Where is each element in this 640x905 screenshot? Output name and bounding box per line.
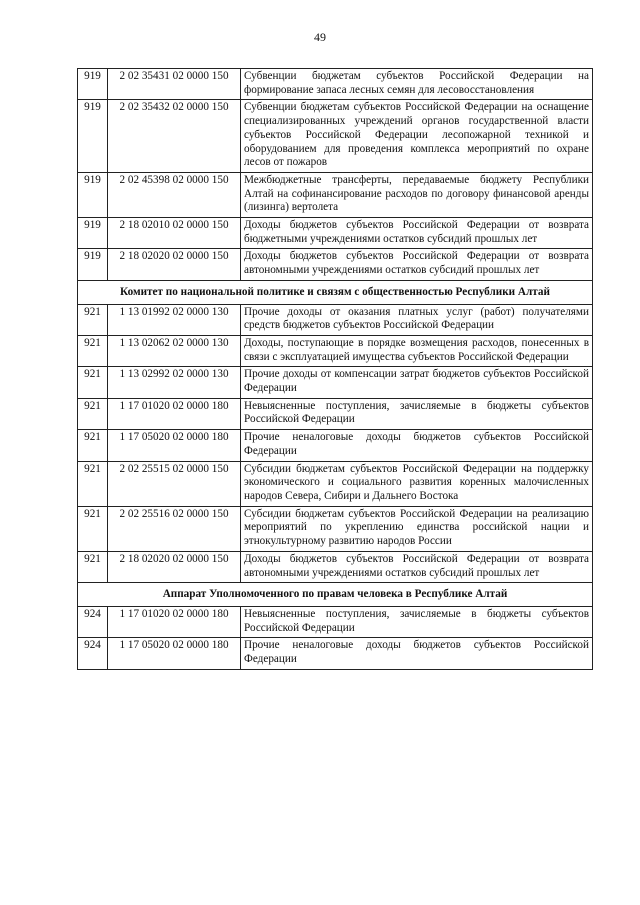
kbk-code-cell: 1 17 05020 02 0000 180 — [108, 638, 241, 669]
table-row — [78, 69, 593, 100]
kbk-code-cell: 1 13 02062 02 0000 130 — [108, 335, 241, 366]
revenue-name-cell: Невыясненные поступления, зачисляемые в бюджеты субъектов Российской Федерации — [241, 398, 593, 429]
kbk-code-cell: 1 17 05020 02 0000 180 — [108, 430, 241, 461]
section-header-row — [78, 280, 593, 304]
kbk-code-cell: 2 02 45398 02 0000 150 — [108, 172, 241, 217]
admin-code-cell: 919 — [78, 69, 108, 100]
revenue-name-cell: Субсидии бюджетам субъектов Российской Федерации на поддержку экономического и социального развития коренных малочисленных народов Севера, Сибири и Дальнего Востока — [241, 461, 593, 506]
kbk-code-cell: 2 02 35431 02 0000 150 — [108, 69, 241, 100]
kbk-code-cell: 2 02 25515 02 0000 150 — [108, 461, 241, 506]
table-row — [78, 367, 593, 398]
table-row — [78, 551, 593, 582]
revenue-name-cell: Прочие неналоговые доходы бюджетов субъектов Российской Федерации — [241, 430, 593, 461]
kbk-code-cell: 2 18 02020 02 0000 150 — [108, 551, 241, 582]
table-row — [78, 606, 593, 637]
table-row — [78, 335, 593, 366]
revenue-name-cell: Невыясненные поступления, зачисляемые в бюджеты субъектов Российской Федерации — [241, 606, 593, 637]
revenue-name-cell: Субвенции бюджетам субъектов Российской Федерации на оснащение специализированных учреждений органов государственной власти субъектов Российской Федерации лесопожарной техникой и оборудованием для проведения комплекса мероприятий по охране лесов от пожаров — [241, 100, 593, 173]
admin-code-cell: 921 — [78, 506, 108, 551]
kbk-code-cell: 2 18 02010 02 0000 150 — [108, 218, 241, 249]
table-row — [78, 249, 593, 280]
table-row — [78, 638, 593, 669]
table-row — [78, 461, 593, 506]
revenue-name-cell: Межбюджетные трансферты, передаваемые бюджету Республики Алтай на софинансирование расходов по договору финансовой аренды (лизинга) вертолета — [241, 172, 593, 217]
admin-code-cell: 924 — [78, 638, 108, 669]
admin-code-cell: 921 — [78, 367, 108, 398]
admin-code-cell: 924 — [78, 606, 108, 637]
table-row — [78, 430, 593, 461]
revenue-classification-table — [77, 68, 593, 670]
page-number: 49 — [314, 30, 326, 44]
table-row — [78, 100, 593, 173]
revenue-name-cell: Доходы бюджетов субъектов Российской Федерации от возврата автономными учреждениями остатков субсидий прошлых лет — [241, 249, 593, 280]
table-row — [78, 172, 593, 217]
table-body — [78, 69, 593, 670]
section-title: Аппарат Уполномоченного по правам человека в Республике Алтай — [78, 583, 593, 607]
table-row — [78, 398, 593, 429]
kbk-code-cell: 2 18 02020 02 0000 150 — [108, 249, 241, 280]
table-row — [78, 304, 593, 335]
admin-code-cell: 919 — [78, 100, 108, 173]
kbk-code-cell: 1 17 01020 02 0000 180 — [108, 398, 241, 429]
section-header-row — [78, 583, 593, 607]
admin-code-cell: 919 — [78, 218, 108, 249]
admin-code-cell: 921 — [78, 551, 108, 582]
admin-code-cell: 921 — [78, 430, 108, 461]
revenue-name-cell: Прочие доходы от оказания платных услуг (работ) получателями средств бюджетов субъектов Российской Федерации — [241, 304, 593, 335]
revenue-name-cell: Субсидии бюджетам субъектов Российской Федерации на реализацию мероприятий по укреплению единства российской нации и этнокультурному развитию народов России — [241, 506, 593, 551]
admin-code-cell: 921 — [78, 304, 108, 335]
admin-code-cell: 919 — [78, 172, 108, 217]
revenue-name-cell: Прочие доходы от компенсации затрат бюджетов субъектов Российской Федерации — [241, 367, 593, 398]
kbk-code-cell: 1 13 01992 02 0000 130 — [108, 304, 241, 335]
admin-code-cell: 921 — [78, 398, 108, 429]
kbk-code-cell: 1 13 02992 02 0000 130 — [108, 367, 241, 398]
table-row — [78, 218, 593, 249]
revenue-name-cell: Доходы, поступающие в порядке возмещения расходов, понесенных в связи с эксплуатацией имущества субъектов Российской Федерации — [241, 335, 593, 366]
kbk-code-cell: 1 17 01020 02 0000 180 — [108, 606, 241, 637]
table-row — [78, 506, 593, 551]
section-title: Комитет по национальной политике и связям с общественностью Республики Алтай — [78, 280, 593, 304]
admin-code-cell: 921 — [78, 461, 108, 506]
admin-code-cell: 919 — [78, 249, 108, 280]
kbk-code-cell: 2 02 35432 02 0000 150 — [108, 100, 241, 173]
revenue-name-cell: Прочие неналоговые доходы бюджетов субъектов Российской Федерации — [241, 638, 593, 669]
admin-code-cell: 921 — [78, 335, 108, 366]
revenue-name-cell: Доходы бюджетов субъектов Российской Федерации от возврата автономными учреждениями остатков субсидий прошлых лет — [241, 551, 593, 582]
kbk-code-cell: 2 02 25516 02 0000 150 — [108, 506, 241, 551]
revenue-name-cell: Субвенции бюджетам субъектов Российской Федерации на формирование запаса лесных семян для лесовосстановления — [241, 69, 593, 100]
revenue-name-cell: Доходы бюджетов субъектов Российской Федерации от возврата бюджетными учреждениями остатков субсидий прошлых лет — [241, 218, 593, 249]
